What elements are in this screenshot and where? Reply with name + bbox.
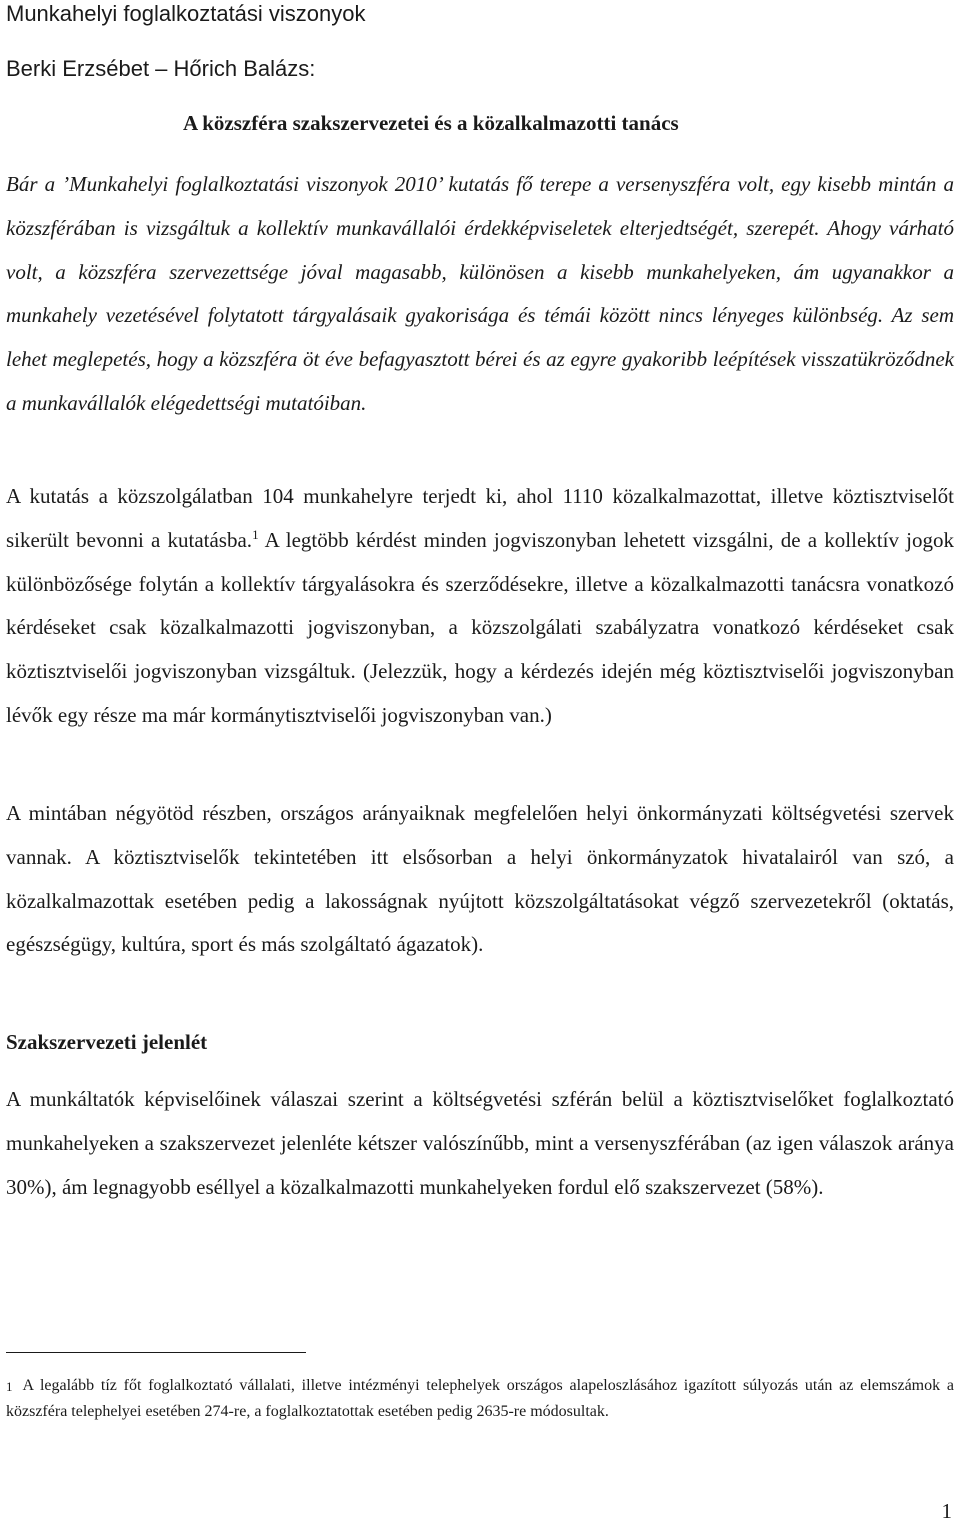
section-label: Munkahelyi foglalkoztatási viszonyok (6, 1, 366, 26)
page-number: 1 (941, 1499, 952, 1523)
abstract-paragraph (6, 163, 954, 426)
footnote-number: 1 (6, 1379, 13, 1394)
abstract-text: Bár a ’Munkahelyi foglalkoztatási viszonyok 2010’ kutatás fő terepe a versenyszféra volt, egy kisebb mintán a közszférában is vizsgáltuk a kollektív munkavállalói érdekképviseletek elterjedtségét, szerepét. Ahogy várható volt, a közszféra szervezettsége jóval magasabb, különösen a kisebb munkahelyeken, ám ugyanakkor a munkahely vezetésével folytatott tárgyalásaik gyakorisága és témái között nincs lényeges különbség. Az sem lehet meglepetés, hogy a közszféra öt éve befagyasztott bérei és az egyre gyakoribb leépítések visszatükröződnek a munkavállalók elégedettségi mutatóiban. (6, 172, 954, 415)
body-paragraph-1 (6, 475, 954, 738)
footnote-text: A legalább tíz főt foglalkoztató vállalati, illetve intézményi telephelyek országos alapeloszlásához igazított súlyozás után az elemszámok a közszféra telephelyei esetében 274-re, a foglalkoztatottak esetében pedig 2635-re módosultak. (6, 1377, 954, 1420)
footnote (6, 1373, 954, 1425)
body-paragraph-2: A mintában négyötöd részben, országos arányaiknak megfelelően helyi önkormányzati költségvetési szervek vannak. A köztisztviselők tekintetében itt elsősorban a helyi önkormányzatok hivatalairól van szó, a közalkalmazottak esetében pedig a lakosságnak nyújtott közszolgáltatásokat végző szervezetekről (oktatás, egészségügy, kultúra, sport és más szolgáltató ágazatok). (6, 801, 954, 957)
footnote-reference[interactable]: 1 (252, 526, 259, 542)
body-paragraph-1-text-a: A kutatás a közszolgálatban 104 munkahelyre terjedt ki, ahol 1110 közalkalmazottat, illetve köztisztviselőt sikerült bevonni a kutatásba. (6, 484, 954, 552)
authors: Berki Erzsébet – Hőrich Balázs: (6, 56, 316, 81)
footnote-divider (6, 1352, 306, 1353)
document-title: A közszféra szakszervezetei és a közalkalmazotti tanács (183, 111, 679, 135)
section-heading: Szakszervezeti jelenlét (6, 1030, 208, 1054)
body-paragraph-3: A munkáltatók képviselőinek válaszai szerint a költségvetési szférán belül a köztisztviselőket foglalkoztató munkahelyeken a szakszervezet jelenléte kétszer valószínűbb, mint a versenyszférában (az igen válaszok aránya 30%), ám legnagyobb eséllyel a közalkalmazotti munkahelyeken fordul elő szakszervezet (58%). (6, 1087, 954, 1199)
body-paragraph-1-text-b: A legtöbb kérdést minden jogviszonyban lehetett vizsgálni, de a kollektív jogok különbözősége folytán a kollektív tárgyalásokra és szerződésekre, illetve a közalkalmazotti tanácsra vonatkozó kérdéseket csak közalkalmazotti jogviszonyban, a közszolgálati szabályzatra vonatkozó kérdéseket csak köztisztviselői jogviszonyban vizsgáltuk. (Jelezzük, hogy a kérdezés idején még köztisztviselői jogviszonyban lévők egy része ma már kormánytisztviselői jogviszonyban van.) (6, 527, 954, 727)
